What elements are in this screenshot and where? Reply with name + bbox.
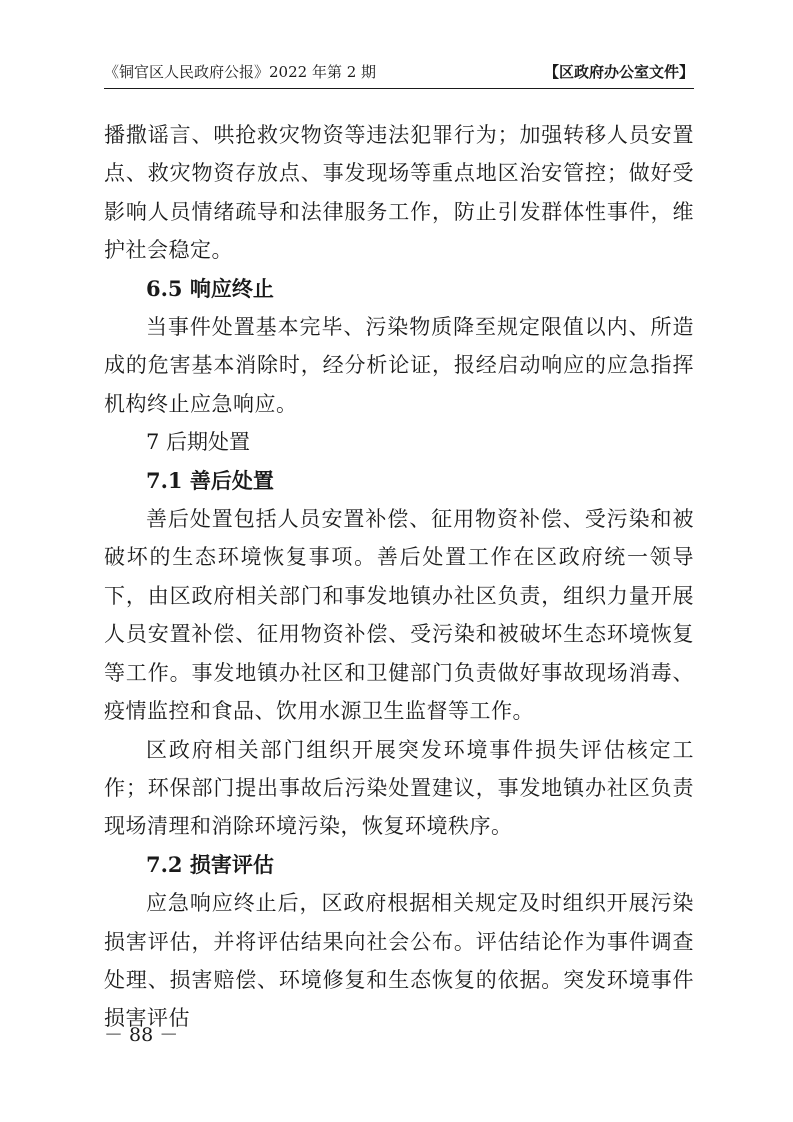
publication-title: 《铜官区人民政府公报》2022 年第 2 期 (104, 63, 377, 81)
running-header (104, 58, 694, 86)
heading-7-2: 7.2 损害评估 (146, 851, 274, 877)
paragraph-7-1-b: 区政府相关部门组织开展突发环境事件损失评估核定工作；环保部门提出事故后污染处置建议，事发地镇办社区负责现场清理和消除环境污染，恢复环境秩序。 (104, 737, 694, 839)
heading-6-5: 6.5 响应终止 (146, 275, 274, 301)
heading-7-1: 7.1 善后处置 (146, 467, 274, 493)
heading-7: 7 后期处置 (146, 430, 251, 455)
paragraph-6-5: 当事件处置基本完毕、污染物质降至规定限值以内、所造成的危害基本消除时，经分析论证，报经启动响应的应急指挥机构终止应急响应。 (104, 315, 694, 416)
paragraph-7-1-a: 善后处置包括人员安置补偿、征用物资补偿、受污染和被破坏的生态环境恢复事项。善后处置工作在区政府统一领导下，由区政府相关部门和事发地镇办社区负责，组织力量开展人员安置补偿、征用物资补偿、受污染和被破坏生态环境恢复等工作。事发地镇办社区和卫健部门负责做好事故现场消毒、疫情监控和食品、饮用水源卫生监督等工作。 (104, 507, 694, 724)
section-label: 【区政府办公室文件】 (543, 63, 694, 81)
continued-paragraph: 播撒谣言、哄抢救灾物资等违法犯罪行为；加强转移人员安置点、救灾物资存放点、事发现场等重点地区治安管控；做好受影响人员情绪疏导和法律服务工作，防止引发群体性事件，维护社会稳定。 (104, 123, 694, 263)
paragraph-7-2: 应急响应终止后，区政府根据相关规定及时组织开展污染损害评估，并将评估结果向社会公布。评估结论作为事件调查处理、损害赔偿、环境修复和生态恢复的依据。突发环境事件损害评估 (104, 891, 694, 1031)
document-body (104, 116, 694, 1038)
header-divider (104, 88, 694, 89)
page-number: － 88 － (104, 1024, 179, 1046)
